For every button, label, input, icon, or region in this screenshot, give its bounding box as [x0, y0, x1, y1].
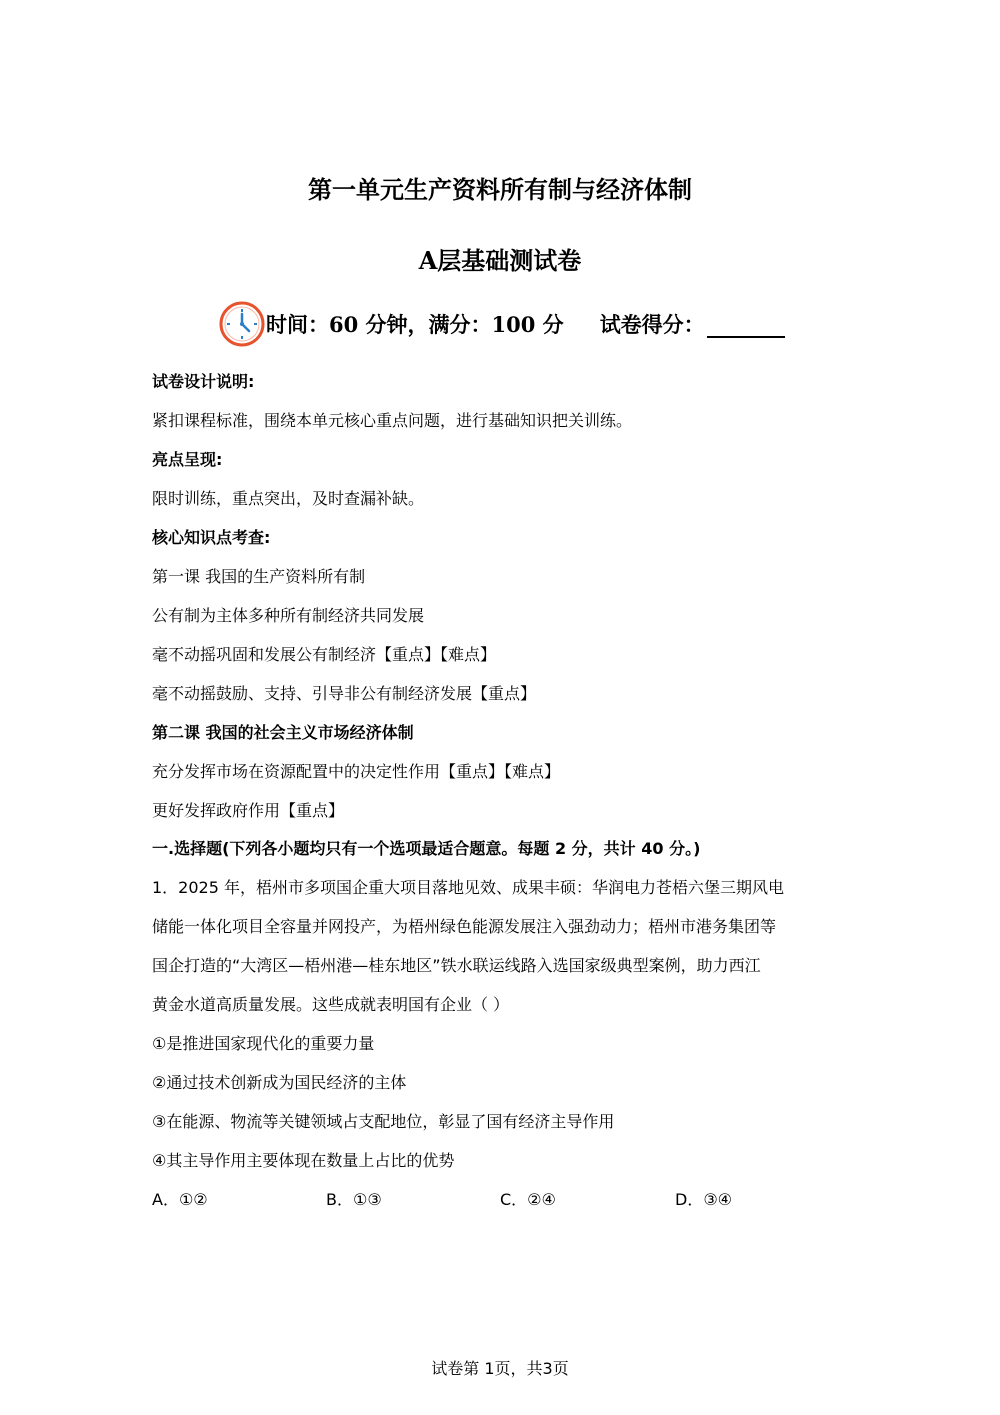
exam-info-line [218, 298, 785, 350]
highlights-text: 限时训练，重点突出，及时查漏补缺。 [152, 489, 425, 508]
score-blank[interactable] [707, 310, 785, 338]
section-heading: 一.选择题(下列各小题均只有一个选项最适合题意。每题 2 分，共计 40 分。) [152, 839, 701, 858]
design-text: 紧扣课程标准，围绕本单元核心重点问题，进行基础知识把关训练。 [152, 411, 633, 430]
core-item: 公有制为主体多种所有制经济共同发展 [152, 606, 425, 625]
highlights-heading: 亮点呈现: [152, 450, 223, 469]
score-label: 试卷得分： [599, 312, 705, 337]
question-text-line: 1．2025 年，梧州市多项国企重大项目落地见效、成果丰硕：华润电力苍梧六堡三期风电 [152, 878, 784, 897]
question-text-line: 国企打造的“大湾区—梧州港—桂东地区”铁水联运线路入选国家级典型案例，助力西江 [152, 956, 761, 975]
core-item: 充分发挥市场在资源配置中的决定性作用【重点】【难点】 [152, 762, 561, 781]
option-c[interactable]: C．②④ [500, 1190, 556, 1209]
core-item: 更好发挥政府作用【重点】 [152, 801, 345, 820]
core-item: 第一课 我国的生产资料所有制 [152, 567, 366, 586]
core-item: 毫不动摇鼓励、支持、引导非公有制经济发展【重点】 [152, 684, 537, 703]
page-footer: 试卷第 1页，共3页 [431, 1359, 569, 1378]
core-heading: 核心知识点考查: [152, 528, 271, 547]
question-statement: ③在能源、物流等关键领域占支配地位，彰显了国有经济主导作用 [152, 1112, 615, 1131]
option-d[interactable]: D．③④ [675, 1190, 733, 1209]
option-b[interactable]: B．①③ [326, 1190, 382, 1209]
design-heading: 试卷设计说明: [152, 372, 255, 391]
option-a[interactable]: A．①② [152, 1190, 208, 1209]
question-statement: ②通过技术创新成为国民经济的主体 [152, 1073, 407, 1092]
document-title: 第一单元生产资料所有制与经济体制 [308, 176, 692, 204]
question-text-line: 储能一体化项目全容量并网投产，为梧州绿色能源发展注入强劲动力；梧州市港务集团等 [152, 917, 777, 936]
clock-icon [218, 300, 266, 348]
time-and-score-text: 时间：60 分钟，满分：100 分 [266, 312, 564, 337]
core-item: 毫不动摇巩固和发展公有制经济【重点】【难点】 [152, 645, 497, 664]
question-statement: ④其主导作用主要体现在数量上占比的优势 [152, 1151, 455, 1170]
question-text-line: 黄金水道高质量发展。这些成就表明国有企业（ ） [152, 995, 510, 1014]
core-item-lesson2: 第二课 我国的社会主义市场经济体制 [152, 723, 414, 742]
document-subtitle: A层基础测试卷 [418, 246, 582, 275]
question-statement: ①是推进国家现代化的重要力量 [152, 1034, 375, 1053]
